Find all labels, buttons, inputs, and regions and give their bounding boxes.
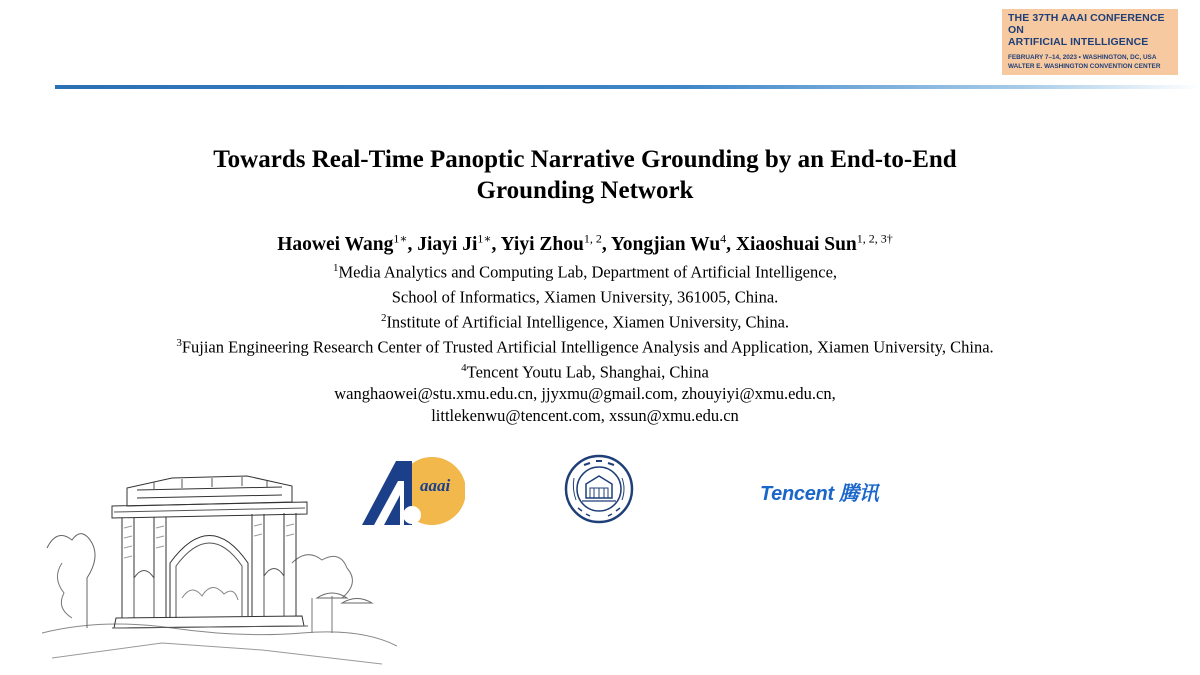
aaai-logo-text: aaai (420, 476, 451, 495)
author-item (610, 231, 736, 255)
author-name: Yongjian Wu (610, 233, 721, 255)
paper-title (0, 144, 1170, 206)
email-line: wanghaowei@stu.xmu.edu.cn, jjyxmu@gmail.com, zhouyiyi@xmu.edu.cn, (334, 384, 836, 403)
author-name: Xiaoshuai Sun (735, 233, 857, 255)
conference-name-line1: THE 37TH AAAI CONFERENCE ON (1008, 12, 1165, 36)
author-name: Haowei Wang (277, 233, 394, 255)
author-separator: , (601, 233, 611, 255)
author-separator: , (726, 233, 736, 255)
xiamen-university-seal (564, 454, 634, 524)
affiliation-text: Fujian Engineering Research Center of Trusted Artificial Intelligence Analysis and Application, Xiamen University, China. (181, 337, 994, 357)
author-affiliation-mark: 4 (720, 231, 727, 245)
conference-details-line2: WALTER E. WASHINGTON CONVENTION CENTER (1008, 63, 1161, 70)
affiliation-mark: 3 (176, 337, 182, 349)
header-divider-bar (55, 85, 1200, 89)
author-separator: , (407, 233, 418, 255)
author-affiliation-mark: 1, 2 (583, 231, 602, 245)
paper-title-line1: Towards Real-Time Panoptic Narrative Grounding by an End-to-End (213, 146, 957, 173)
affiliation-line (0, 308, 1170, 333)
author-separator: , (491, 233, 501, 255)
affiliation-line (0, 258, 1170, 283)
email-line: littlekenwu@tencent.com, xssun@xmu.edu.cn (431, 405, 739, 425)
tencent-logo: Tencent 腾讯 (760, 483, 879, 505)
paper-title-line2: Grounding Network (476, 177, 694, 204)
conference-name-line2: ARTIFICIAL INTELLIGENCE (1008, 36, 1149, 48)
author-affiliation-mark: 1∗ (393, 231, 408, 245)
affiliation-line (0, 358, 1170, 383)
author-item (500, 231, 611, 255)
affiliation-mark: 1 (332, 262, 339, 274)
aaai-logo (360, 455, 465, 530)
author-affiliation-mark: 1∗ (477, 231, 492, 245)
affiliation-text: Institute of Artificial Intelligence, Xiamen University, China. (386, 312, 790, 332)
affiliation-text: Media Analytics and Computing Lab, Department of Artificial Intelligence, (338, 262, 838, 282)
author-affiliation-mark: 1, 2, 3† (856, 231, 893, 245)
author-name: Yiyi Zhou (500, 233, 584, 255)
affiliation-mark: 4 (461, 362, 467, 374)
author-list (0, 226, 1170, 257)
author-item (417, 231, 501, 255)
affiliation-line (0, 283, 1170, 308)
author-name: Jiayi Ji (417, 233, 478, 255)
affiliation-text: School of Informatics, Xiamen University, 361005, China. (391, 287, 779, 307)
conference-badge (1002, 9, 1178, 75)
conference-details-line1: FEBRUARY 7–14, 2023 • WASHINGTON, DC, USA (1008, 54, 1157, 61)
affiliation-line (0, 333, 1170, 358)
affiliation-text: Tencent Youtu Lab, Shanghai, China (466, 362, 709, 382)
university-gate-sketch (42, 468, 397, 668)
author-item (277, 231, 418, 255)
author-item (735, 231, 893, 255)
affiliation-block (0, 258, 1170, 426)
affiliation-mark: 2 (380, 312, 387, 324)
